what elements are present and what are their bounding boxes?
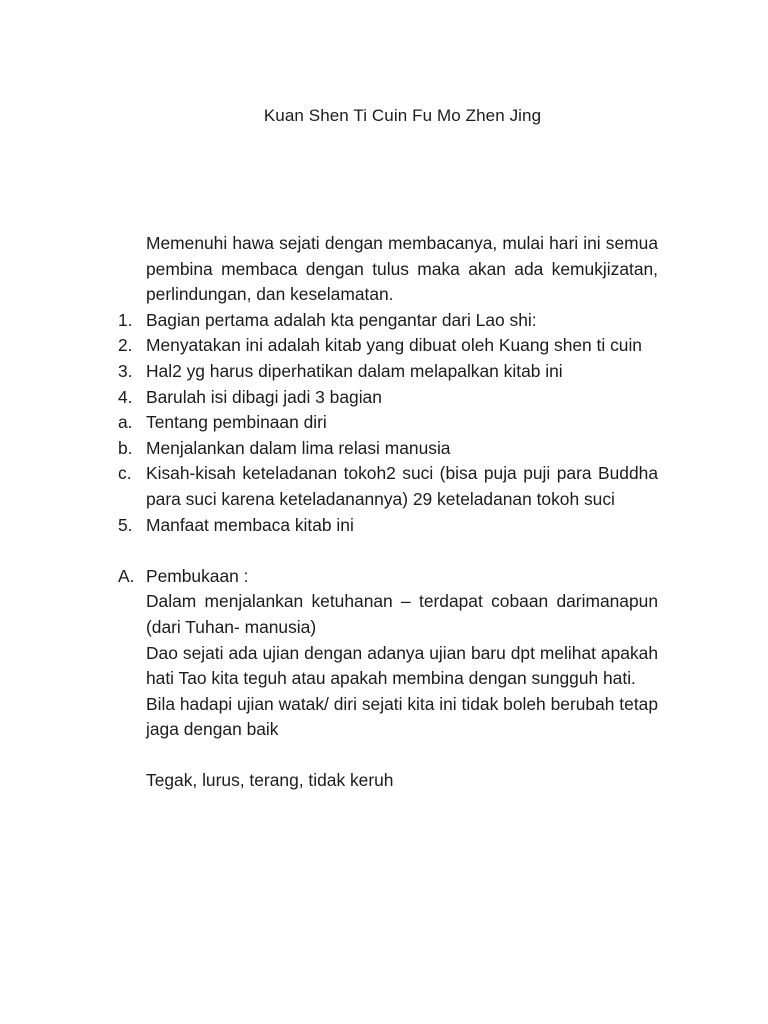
blank-line xyxy=(118,538,658,564)
blank-line xyxy=(118,743,658,769)
section-heading xyxy=(118,564,658,590)
section-paragraph xyxy=(118,641,658,692)
list-item xyxy=(118,410,658,436)
section-paragraph-text: Dao sejati ada ujian dengan adanya ujian baru dpt melihat apakah hati Tao kita teguh atau apakah membina dengan sungguh hati. xyxy=(146,642,658,689)
closing-line xyxy=(118,768,658,794)
list-item-text: Manfaat membaca kitab ini xyxy=(146,514,354,535)
page-title: Kuan Shen Ti Cuin Fu Mo Zhen Jing xyxy=(263,106,542,125)
list-marker: a. xyxy=(118,412,133,433)
section-paragraph xyxy=(118,692,658,743)
list-marker: 4. xyxy=(118,386,133,407)
list-marker: c. xyxy=(118,463,132,484)
list-item xyxy=(118,461,658,512)
intro-paragraph xyxy=(118,231,658,308)
list-marker: 3. xyxy=(118,360,133,381)
list-item-text: Menyatakan ini adalah kitab yang dibuat oleh Kuang shen ti cuin xyxy=(146,335,642,356)
list-marker: 2. xyxy=(118,335,133,356)
section-paragraph-text: Bila hadapi ujian watak/ diri sejati kita ini tidak boleh berubah tetap jaga dengan baik xyxy=(146,693,658,740)
list-item xyxy=(118,333,658,359)
section-marker: A. xyxy=(118,565,135,586)
list-item-text: Kisah-kisah keteladanan tokoh2 suci (bisa puja puji para Buddha para suci karena keteladanannya) 29 keteladanan tokoh suci xyxy=(146,463,658,509)
list-marker: b. xyxy=(118,437,133,458)
list-item xyxy=(118,308,658,334)
section-paragraph xyxy=(118,589,658,640)
list-item-text: Menjalankan dalam lima relasi manusia xyxy=(146,437,451,458)
intro-text: Memenuhi hawa sejati dengan membacanya, mulai hari ini semua pembina membaca dengan tulus maka akan ada kemukjizatan, perlindungan, dan keselamatan. xyxy=(146,233,658,305)
section-heading-text: Pembukaan : xyxy=(146,565,249,586)
list-marker xyxy=(118,231,146,308)
list-item xyxy=(118,385,658,411)
list-item xyxy=(118,359,658,385)
list-marker: 5. xyxy=(118,514,133,535)
list-item-text: Barulah isi dibagi jadi 3 bagian xyxy=(146,386,382,407)
document-body xyxy=(118,231,658,794)
list-item xyxy=(118,513,658,539)
list-item-text: Tentang pembinaan diri xyxy=(146,412,327,433)
list-item xyxy=(118,436,658,462)
list-item-text: Bagian pertama adalah kta pengantar dari Lao shi: xyxy=(146,309,537,330)
list-marker: 1. xyxy=(118,309,133,330)
closing-text: Tegak, lurus, terang, tidak keruh xyxy=(146,770,394,791)
list-item-text: Hal2 yg harus diperhatikan dalam melapalkan kitab ini xyxy=(146,360,563,381)
section-paragraph-text: Dalam menjalankan ketuhanan – terdapat cobaan darimanapun (dari Tuhan- manusia) xyxy=(146,591,658,637)
